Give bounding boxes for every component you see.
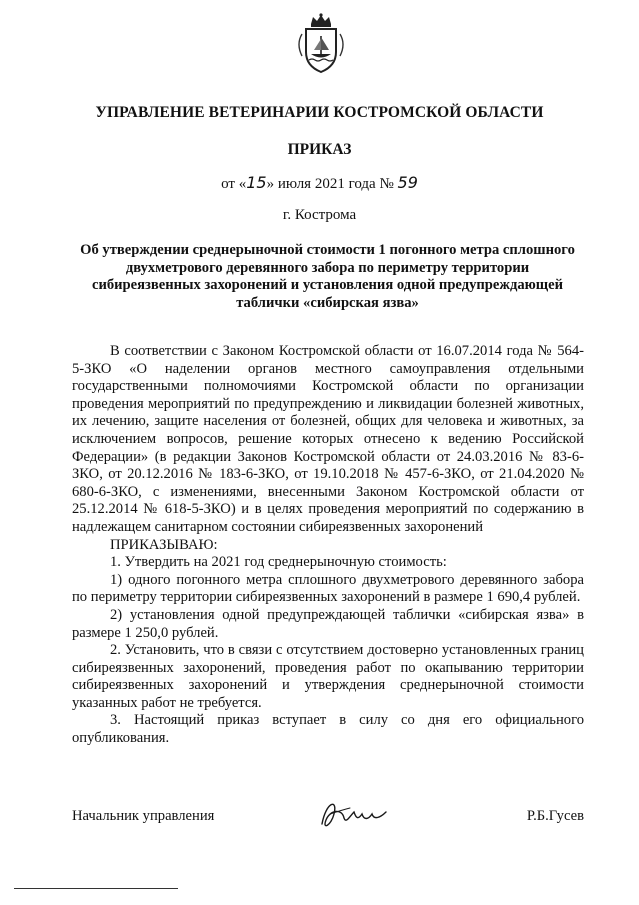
organization-title: УПРАВЛЕНИЕ ВЕТЕРИНАРИИ КОСТРОМСКОЙ ОБЛАСТИ xyxy=(95,104,544,121)
decree-word: ПРИКАЗЫВАЮ: xyxy=(110,536,218,553)
date-day: 15 xyxy=(246,173,267,192)
date-prefix: от « xyxy=(221,176,247,192)
signatory-name: Р.Б.Гусев xyxy=(526,808,584,824)
order-body xyxy=(72,343,584,748)
date-rest: » июля 2021 года № xyxy=(266,176,394,192)
order-subject: Об утверждении среднерыночной стоимости 1 погонного метра сплошного двухметрового деревянного забора по периметру территории сибиреязвенных захоронений и установления одной предупреждающей таблички «сибирская язва» xyxy=(80,242,575,311)
handwritten-signature-icon xyxy=(316,794,392,834)
item-3: 3. Настоящий приказ вступает в силу со дня его официального опубликования. xyxy=(72,712,584,747)
order-date-line xyxy=(0,173,639,193)
footer-divider xyxy=(14,888,178,889)
signatory-title: Начальник управления xyxy=(72,808,215,824)
kostroma-coat-of-arms-icon xyxy=(294,12,348,74)
order-number: 59 xyxy=(397,173,418,192)
order-place: г. Кострома xyxy=(282,207,357,223)
document-type: ПРИКАЗ xyxy=(287,141,352,158)
item-1-2: 2) установления одной предупреждающей таблички «сибирская язва» в размере 1 250,0 рублей. xyxy=(72,606,584,641)
item-2: 2. Установить, что в связи с отсутствием достоверно установленных границ сибиреязвенных захоронений, проведения работ по окапыванию территории сибиреязвенных захоронений и утверждения среднерыночной стоимости указанных работ не требуется. xyxy=(72,642,584,711)
item-1: 1. Утвердить на 2021 год среднерыночную стоимость: xyxy=(110,554,447,571)
preamble-paragraph: В соответствии с Законом Костромской области от 16.07.2014 года № 564-5-ЗКО «О наделении органов местного самоуправления отдельными государственными полномочиями Костромской области по организации проведения мероприятий по предупреждению и ликвидации болезней животных, их лечению, защите населения от болезней, общих для человека и животных, за исключением вопросов, решение которых отнесено к ведению Российской Федерации» (в редакции Законов Костромской области от 24.03.2016 № 83-6-ЗКО, от 20.12.2016 № 183-6-ЗКО, от 19.10.2018 № 457-6-ЗКО, от 21.04.2020 № 680-6-ЗКО, с изменениями, внесенными Законом Костромской области от 25.12.2014 № 618-5-ЗКО) и в целях проведения мероприятий по содержанию в надлежащем санитарном состоянии сибиреязвенных захоронений xyxy=(72,343,584,535)
item-1-1: 1) одного погонного метра сплошного двухметрового деревянного забора по периметру территории сибиреязвенных захоронений в размере 1 690,4 рублей. xyxy=(72,571,584,606)
